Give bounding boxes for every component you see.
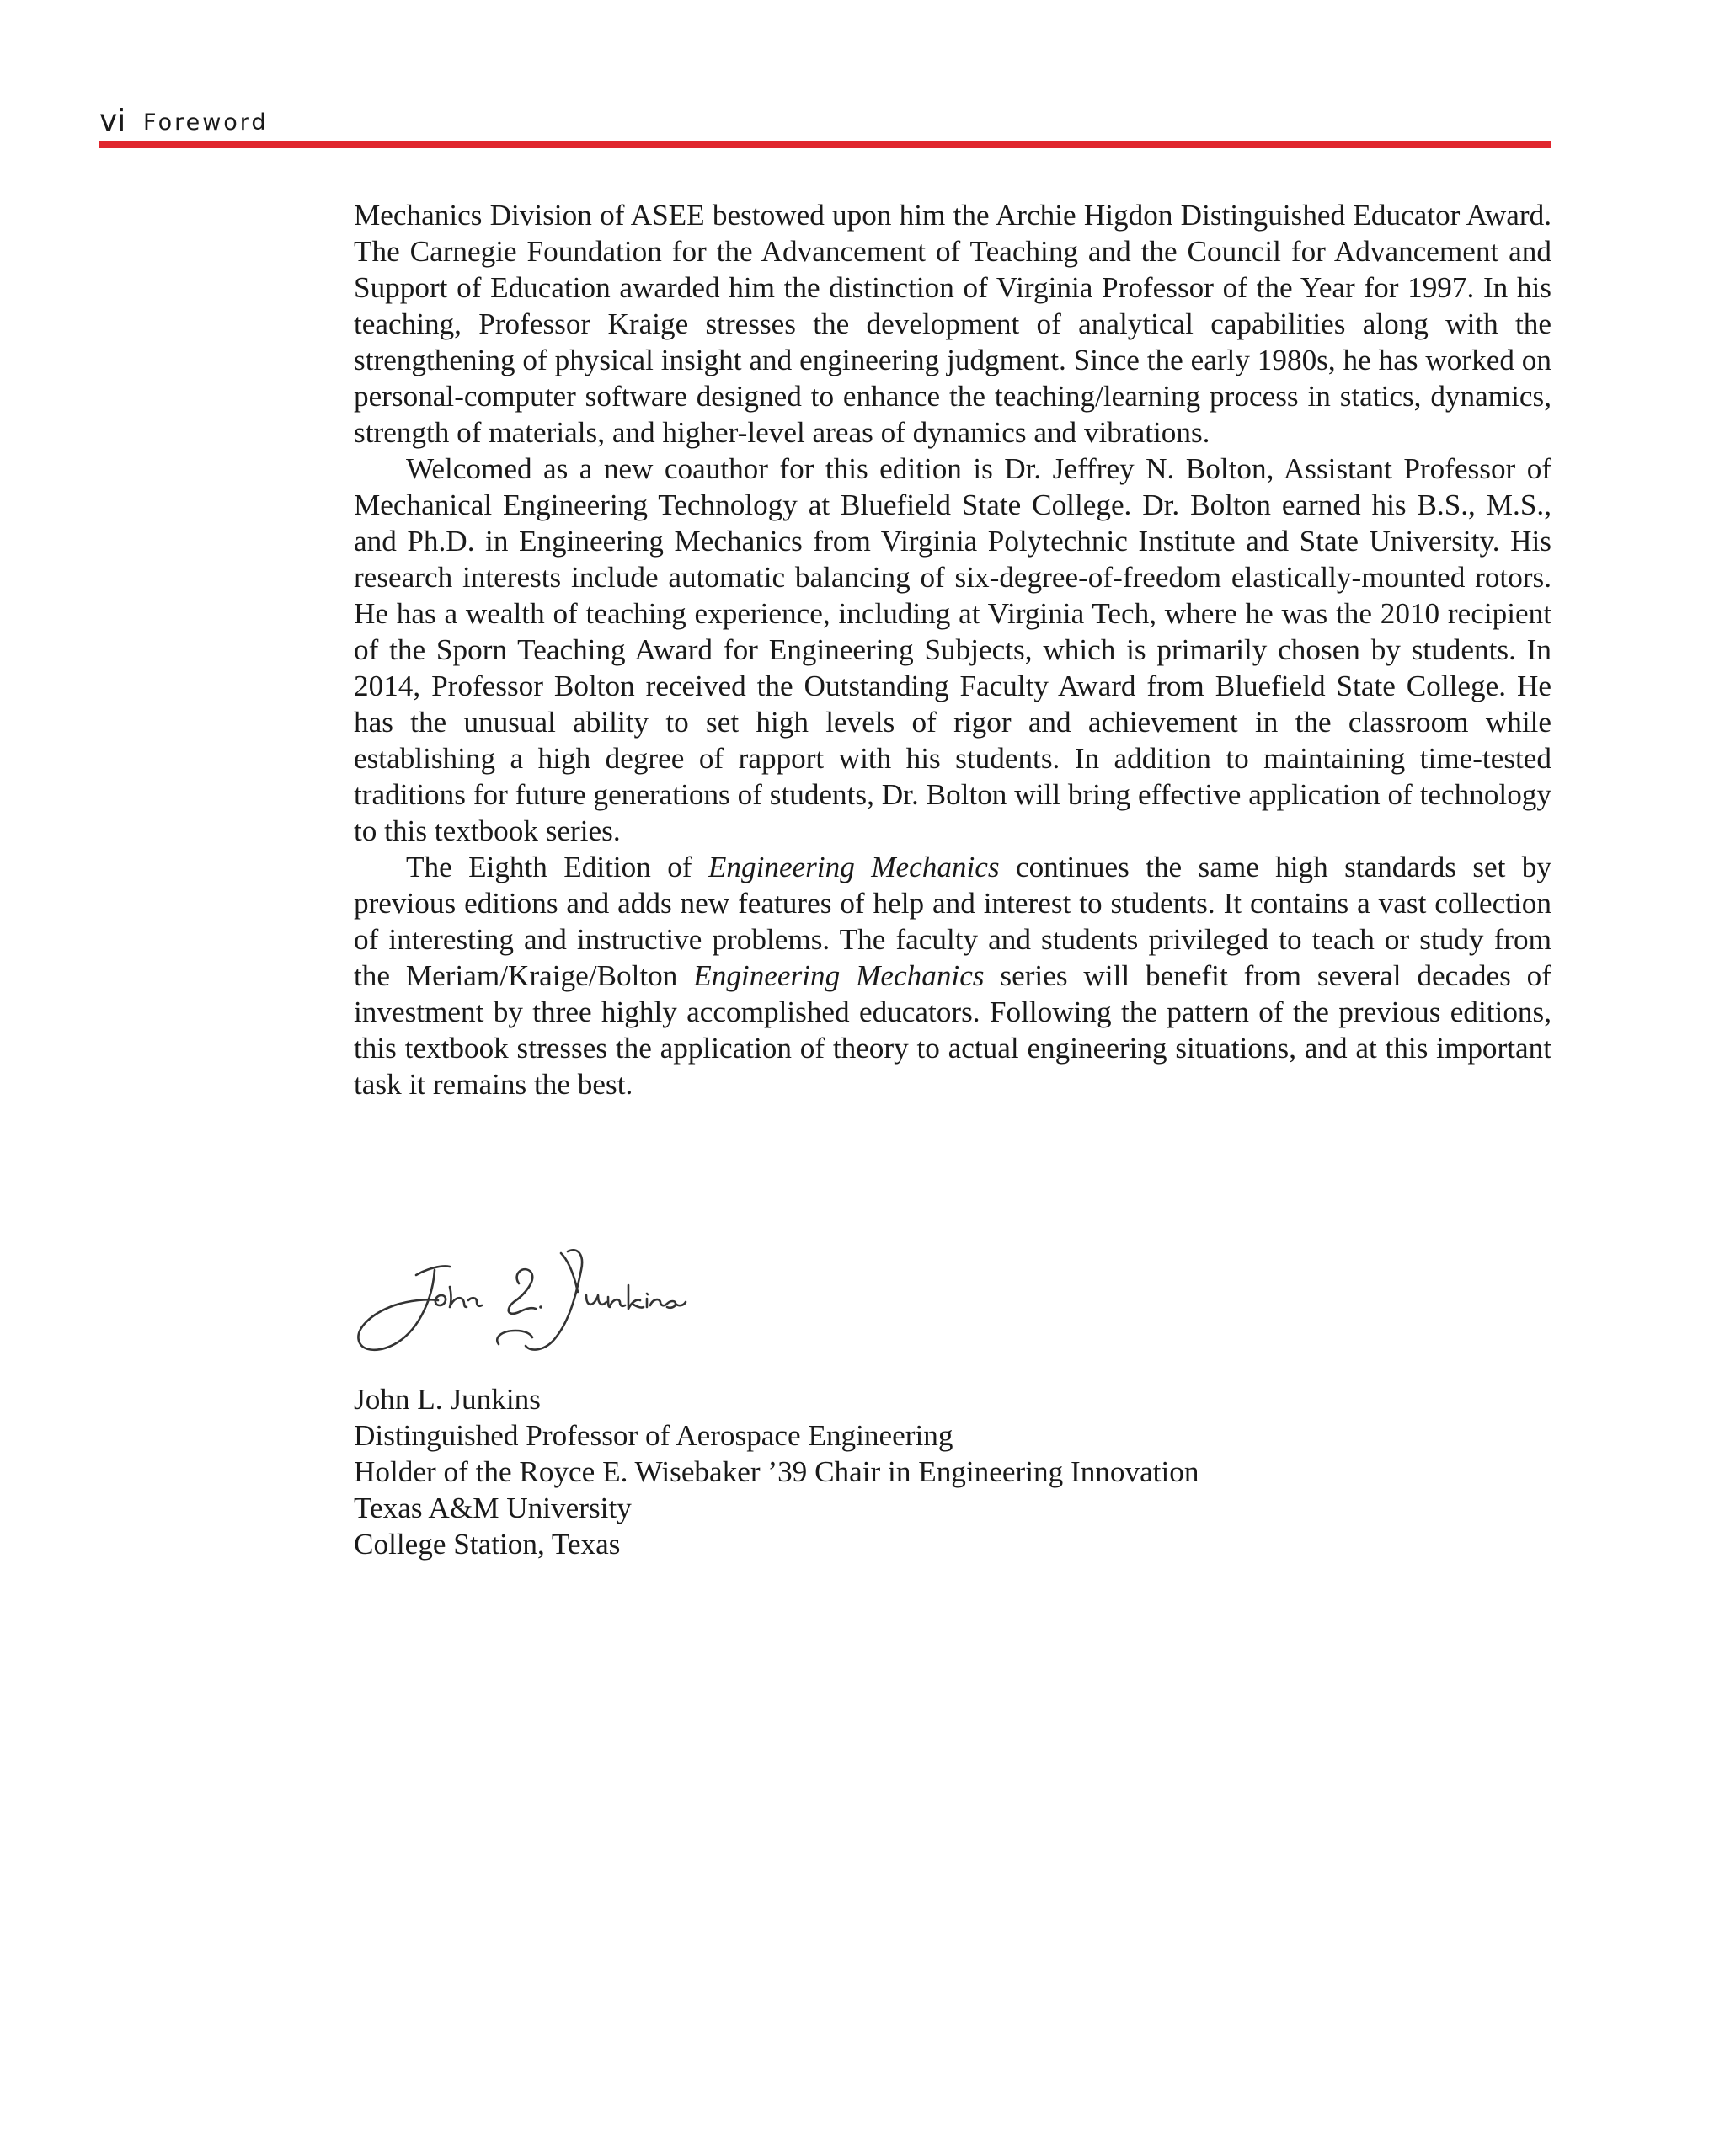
section-title: Foreword [143, 109, 269, 136]
paragraph-3-text-3: series will benefit from several decades of investment by three highly accomplished educators. Following the pattern of the previous editions, this textbook stresses the application of theory to actual engineering situations, and at this important task it remains the best. [354, 959, 1551, 1101]
paragraph-3 [354, 849, 1551, 1102]
header-rule [99, 141, 1551, 148]
book-title-1: Engineering Mechanics [708, 851, 1000, 883]
author-location: College Station, Texas [354, 1528, 621, 1561]
book-title-2: Engineering Mechanics [693, 959, 985, 992]
author-name: John L. Junkins [354, 1383, 541, 1416]
signature-block [354, 1381, 1365, 1562]
foreword-body [354, 197, 1551, 1102]
page-number: vi [99, 104, 126, 138]
handwritten-signature [350, 1236, 687, 1364]
author-institution: Texas A&M University [354, 1492, 632, 1524]
author-chair: Holder of the Royce E. Wisebaker ’39 Chair in Engineering Innovation [354, 1455, 1199, 1488]
paragraph-2: Welcomed as a new coauthor for this edition is Dr. Jeffrey N. Bolton, Assistant Professor of Mechanical Engineering Technology at Bluefield State College. Dr. Bolton earned his B.S., M.S., and Ph.D. in Engineering Mechanics from Virginia Polytechnic Institute and State University. His research interests include automatic balancing of six-degree-of-freedom elastically-mounted rotors. He has a wealth of teaching experience, including at Virginia Tech, where he was the 2010 recipient of the Sporn Teaching Award for Engineering Subjects, which is primarily chosen by students. In 2014, Professor Bolton received the Outstanding Faculty Award from Bluefield State College. He has the unusual ability to set high levels of rigor and achievement in the classroom while establishing a high degree of rapport with his students. In addition to maintaining time-tested traditions for future generations of students, Dr. Bolton will bring effective application of technology to this textbook series. [354, 452, 1551, 847]
paragraph-3-text-2: continues the same high standards set by previous editions and adds new features of help and interest to students. It contains a vast collection of interesting and instructive problems. The faculty and students privileged to teach or study from the Meriam/Kraige/Bolton [354, 851, 1551, 992]
author-title: Distinguished Professor of Aerospace Engineering [354, 1419, 953, 1452]
paragraph-3-text-1: The Eighth Edition of [406, 851, 708, 883]
paragraph-1: Mechanics Division of ASEE bestowed upon him the Archie Higdon Distinguished Educator Award. The Carnegie Foundation for the Advancement of Teaching and the Council for Advancement and Support of Education awarded him the distinction of Virginia Professor of the Year for 1997. In his teaching, Professor Kraige stresses the development of analytical capabilities along with the strengthening of physical insight and engineering judgment. Since the early 1980s, he has worked on personal-computer software designed to enhance the teaching/learning process in statics, dynamics, strength of materials, and higher-level areas of dynamics and vibrations. [354, 199, 1551, 449]
